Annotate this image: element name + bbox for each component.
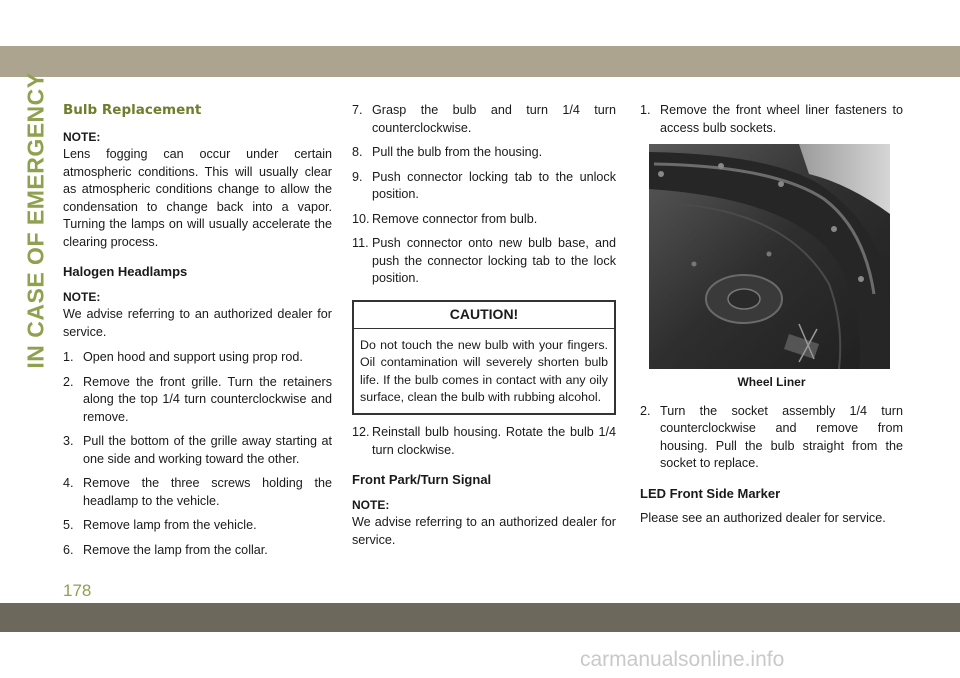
list-item [63, 349, 332, 367]
column-3 [640, 102, 903, 536]
list-item [63, 542, 332, 560]
step-text: Grasp the bulb and turn 1/4 turn counterclockwise. [372, 103, 616, 135]
step-text: Turn the socket assembly 1/4 turn counterclockwise and remove from housing. Pull the bulb straight from the socket to replace. [660, 403, 903, 470]
step-text: Push connector locking tab to the unlock position. [372, 169, 616, 201]
list-item [640, 403, 903, 473]
list-item [352, 424, 616, 459]
caution-title: CAUTION! [354, 302, 614, 330]
step-number: 3. [63, 434, 74, 448]
step-number: 1. [63, 350, 74, 364]
footer-band [0, 603, 960, 632]
caution-text: Do not touch the new bulb with your fingers. Oil contamination will severely shorten bulb life. If the bulb comes in contact with any oily surface, clean the bulb with rubbing alcohol. [360, 338, 608, 404]
step-text: Remove the front wheel liner fasteners to access bulb sockets. [660, 103, 903, 135]
note-label: NOTE: [352, 497, 390, 512]
wheel-liner-photo [649, 144, 890, 369]
note-text: We advise referring to an authorized dealer for service. [352, 515, 616, 547]
caution-box [352, 300, 616, 416]
subheading-led-marker: LED Front Side Marker [640, 485, 781, 501]
step-text: Remove lamp from the vehicle. [83, 518, 257, 532]
step-number: 2. [63, 374, 74, 389]
note-text: Lens fogging can occur under certain atmospheric conditions. This will usually clear as atmospheric conditions change to allow the condensation to change back into a vapor. Turning the lamps on will usually accelerate the clearing process. [63, 147, 332, 249]
step-text: Remove connector from bulb. [372, 211, 538, 226]
side-tab-label: IN CASE OF EMERGENCY [22, 71, 49, 369]
step-number: 10. [352, 211, 370, 226]
step-number: 8. [352, 145, 363, 159]
watermark: carmanualsonline.info [580, 648, 785, 671]
wheel-liner-illustration [649, 144, 890, 369]
step-number: 1. [640, 103, 651, 117]
step-number: 9. [352, 169, 363, 184]
figure-caption: Wheel Liner [737, 375, 806, 389]
list-item [352, 102, 616, 137]
step-text: Pull the bottom of the grille away starting at one side and working toward the other. [83, 434, 332, 466]
step-number: 5. [63, 518, 74, 532]
note-label: NOTE: [63, 289, 101, 304]
step-text: Push connector onto new bulb base, and push the connector locking tab to the lock position. [372, 236, 616, 285]
body-text: Please see an authorized dealer for service. [640, 511, 886, 525]
list-item [352, 235, 616, 288]
list-item [352, 144, 616, 162]
step-number: 2. [640, 403, 651, 418]
step-text: Reinstall bulb housing. Rotate the bulb 1/4 turn clockwise. [372, 425, 616, 457]
list-item [63, 374, 332, 427]
column-1 [63, 102, 332, 566]
header-band [0, 46, 960, 77]
note-label: NOTE: [63, 129, 101, 144]
step-text: Remove the lamp from the collar. [83, 542, 268, 557]
list-item [352, 211, 616, 229]
page-number: 178 [63, 581, 92, 600]
step-number: 12. [352, 425, 370, 440]
step-number: 11. [352, 236, 369, 250]
list-item [352, 169, 616, 204]
list-item [640, 102, 903, 137]
step-number: 6. [63, 542, 74, 557]
step-text: Open hood and support using prop rod. [83, 350, 303, 364]
step-text: Remove the three screws holding the headlamp to the vehicle. [83, 476, 332, 508]
list-item [63, 517, 332, 535]
subheading-halogen: Halogen Headlamps [63, 264, 188, 279]
subheading-park-turn: Front Park/Turn Signal [352, 472, 492, 488]
list-item [63, 475, 332, 510]
step-number: 4. [63, 476, 74, 490]
step-number: 7. [352, 103, 363, 117]
list-item [63, 433, 332, 468]
note-text: We advise referring to an authorized dealer for service. [63, 307, 332, 339]
column-2 [352, 102, 616, 557]
step-text: Remove the front grille. Turn the retainers along the top 1/4 turn counterclockwise and remove. [83, 374, 332, 424]
section-heading: Bulb Replacement [63, 102, 202, 118]
step-text: Pull the bulb from the housing. [372, 145, 543, 159]
section-side-tab [22, 71, 50, 369]
